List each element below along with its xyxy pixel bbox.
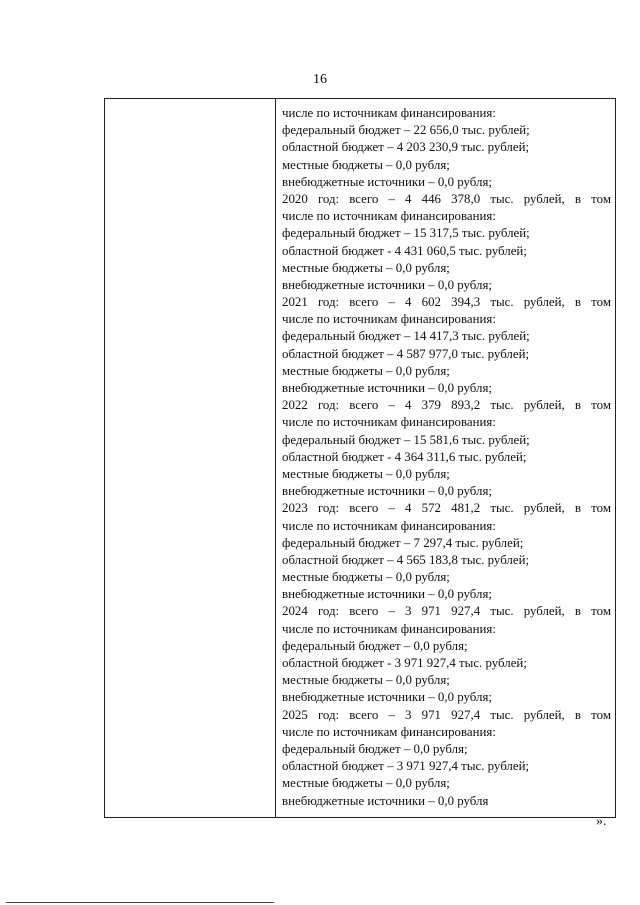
funding-line: числе по источникам финансирования: [282, 724, 496, 739]
funding-line: внебюджетные источники – 0,0 рубля; [282, 174, 492, 189]
page-number: 16 [313, 72, 327, 87]
funding-line: числе по источникам финансирования: [282, 106, 496, 120]
funding-line: областной бюджет - 4 364 311,6 тыс. рублей; [282, 449, 527, 464]
funding-line: числе по источникам финансирования: [282, 415, 496, 430]
funding-line: федеральный бюджет – 0,0 рубля; [282, 741, 468, 756]
funding-line: областной бюджет - 4 431 060,5 тыс. рублей; [282, 243, 527, 258]
funding-line: внебюджетные источники – 0,0 рубля; [282, 484, 492, 499]
funding-line: 2023 год: всего – 4 572 481,2 тыс. рублей, в том [282, 501, 611, 516]
funding-line: местные бюджеты – 0,0 рубля; [282, 363, 450, 378]
closing-quote: ». [596, 814, 607, 829]
footer-rule [6, 902, 274, 903]
table-right-cell [276, 105, 615, 817]
funding-line: местные бюджеты – 0,0 рубля; [282, 157, 450, 172]
funding-line: местные бюджеты – 0,0 рубля; [282, 673, 450, 688]
funding-line: внебюджетные источники – 0,0 рубля; [282, 587, 492, 602]
funding-table [104, 98, 616, 818]
funding-line: 2024 год: всего – 3 971 927,4 тыс. рублей, в том [282, 604, 611, 619]
funding-line: 2022 год: всего – 4 379 893,2 тыс. рублей, в том [282, 398, 611, 413]
funding-line: числе по источникам финансирования: [282, 209, 496, 224]
funding-line: 2021 год: всего – 4 602 394,3 тыс. рублей, в том [282, 295, 611, 310]
funding-line: 2025 год: всего – 3 971 927,4 тыс. рублей, в том [282, 707, 611, 722]
funding-line: областной бюджет – 4 587 977,0 тыс. рублей; [282, 346, 530, 361]
funding-line: областной бюджет – 4 203 230,9 тыс. рублей; [282, 140, 530, 155]
funding-line: федеральный бюджет – 14 417,3 тыс. рублей; [282, 329, 530, 344]
funding-line: местные бюджеты – 0,0 рубля; [282, 570, 450, 585]
funding-line: местные бюджеты – 0,0 рубля; [282, 466, 450, 481]
funding-line: областной бюджет – 3 971 927,4 тыс. рублей; [282, 759, 530, 774]
funding-line: федеральный бюджет – 15 317,5 тыс. рублей; [282, 226, 530, 241]
table-left-cell [105, 99, 276, 817]
funding-line: 2020 год: всего – 4 446 378,0 тыс. рублей, в том [282, 191, 611, 206]
funding-line: числе по источникам финансирования: [282, 621, 496, 636]
funding-line: местные бюджеты – 0,0 рубля; [282, 776, 450, 791]
funding-line: федеральный бюджет – 15 581,6 тыс. рублей; [282, 432, 530, 447]
funding-line: числе по источникам финансирования: [282, 518, 496, 533]
funding-line: числе по источникам финансирования: [282, 312, 496, 327]
funding-line: федеральный бюджет – 0,0 рубля; [282, 638, 468, 653]
funding-line: внебюджетные источники – 0,0 рубля; [282, 277, 492, 292]
funding-line: внебюджетные источники – 0,0 рубля; [282, 690, 492, 705]
funding-line: федеральный бюджет – 7 297,4 тыс. рублей; [282, 535, 524, 550]
funding-line: областной бюджет - 3 971 927,4 тыс. рублей; [282, 656, 527, 670]
funding-line: местные бюджеты – 0,0 рубля; [282, 260, 450, 275]
funding-line: федеральный бюджет – 22 656,0 тыс. рублей; [282, 123, 530, 138]
funding-line: внебюджетные источники – 0,0 рубля [282, 793, 489, 808]
funding-line: областной бюджет – 4 565 183,8 тыс. рублей; [282, 552, 530, 567]
funding-line: внебюджетные источники – 0,0 рубля; [282, 381, 492, 395]
